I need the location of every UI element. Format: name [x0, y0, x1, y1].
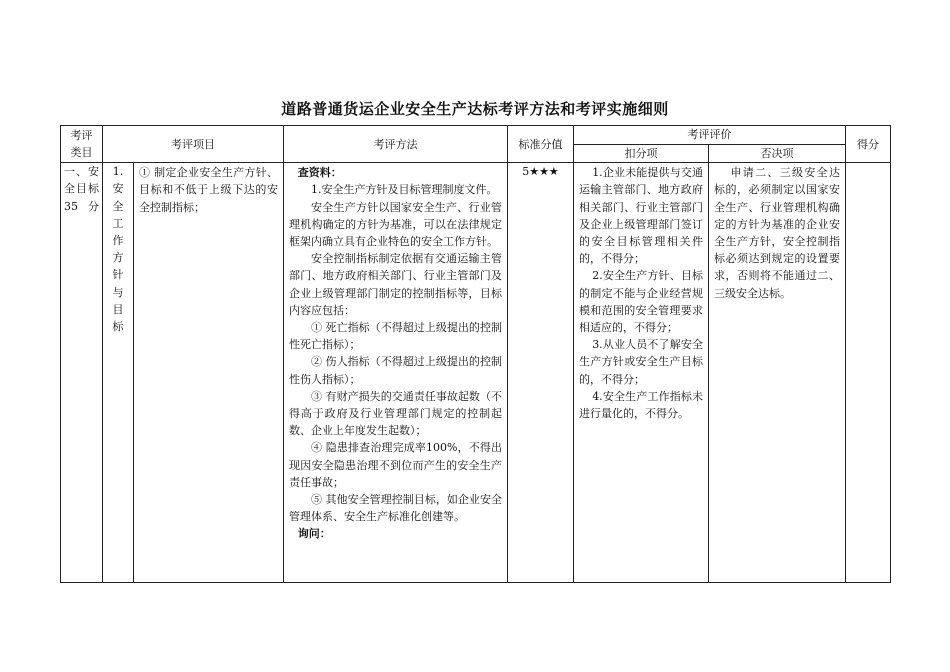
method-line: ② 伤人指标（不得超过上级提出的控制性伤人指标）；	[289, 355, 502, 386]
method-line: 查资料：	[297, 166, 342, 180]
method-line: ③ 有财产损失的交通责任事故起数（不得高于政府及行业管理部门规定的控制起数、企业上年度发生起数）；	[289, 389, 502, 438]
sub-item-text: 1.安全工作方针与目标	[112, 165, 124, 334]
method-line: 安全生产方针以国家安全生产、行业管理机构确定的方针为基准，可以在法律规定框架内确立具有企业特色的安全工作方针。	[289, 200, 502, 249]
deduction-item: 1.企业未能提供与交通运输主管部门、地方政府相关部门、行业主管部门及企业上级管理部门签订的安全目标管理相关件的，不得分；	[579, 166, 703, 266]
header-deduction: 扣分项	[574, 145, 709, 163]
evaluation-table	[60, 125, 891, 583]
method-line: 1.安全生产方针及目标管理制度文件。	[311, 183, 498, 197]
deduction-cell	[574, 163, 709, 583]
header-standard-score: 标准分值	[508, 126, 574, 163]
header-veto: 否决项	[709, 145, 846, 163]
score-cell	[846, 163, 891, 583]
method-line: ④ 隐患排查治理完成率100%，不得出现因安全隐患治理不到位而产生的安全生产责任事故；	[289, 441, 502, 489]
category-cell: 一、安全目标35分	[61, 163, 103, 583]
deduction-item: 4.安全生产工作指标未进行量化的，不得分。	[579, 389, 703, 421]
header-score: 得分	[846, 126, 891, 163]
method-line: ① 死亡指标（不得超过上级提出的控制性死亡指标）；	[289, 321, 502, 352]
deduction-item: 3.从业人员不了解安全生产方针或安全生产目标的，不得分；	[579, 338, 703, 386]
method-cell	[284, 163, 508, 583]
standard-score-cell: 5★★★	[508, 163, 574, 583]
header-row-1	[61, 126, 891, 145]
page-title: 道路普通货运企业安全生产达标考评方法和考评实施细则	[281, 100, 669, 118]
header-category: 考评类目	[61, 126, 103, 163]
method-line: ⑤ 其他安全管理控制目标，如企业安全管理体系、安全生产标准化创建等。	[289, 493, 502, 524]
table-row	[61, 163, 891, 583]
veto-cell: 申请二、三级安全达标的，必须制定以国家安全生产、行业管理机构确定的方针为基准的企业安全生产方针，安全控制指标必须达到规定的设置要求，否则将不能通过二、三级安全达标。	[709, 163, 846, 583]
method-line: 安全控制指标制定依据有交通运输主管部门、地方政府相关部门、行业主管部门及企业上级管理部门制定的控制指标等，目标内容应包括：	[289, 252, 502, 317]
sub-item-cell	[103, 163, 134, 583]
item-content-cell: ① 制定企业安全生产方针、目标和不低于上级下达的安全控制指标；	[134, 163, 284, 583]
method-line: 询问：	[297, 527, 331, 541]
deduction-item: 2.安全生产方针、目标的制定不能与企业经营规模和范围的安全管理要求相适应的，不得分；	[579, 269, 703, 335]
header-evaluation: 考评评价	[574, 126, 846, 145]
header-method: 考评方法	[284, 126, 508, 163]
header-item: 考评项目	[103, 126, 284, 163]
